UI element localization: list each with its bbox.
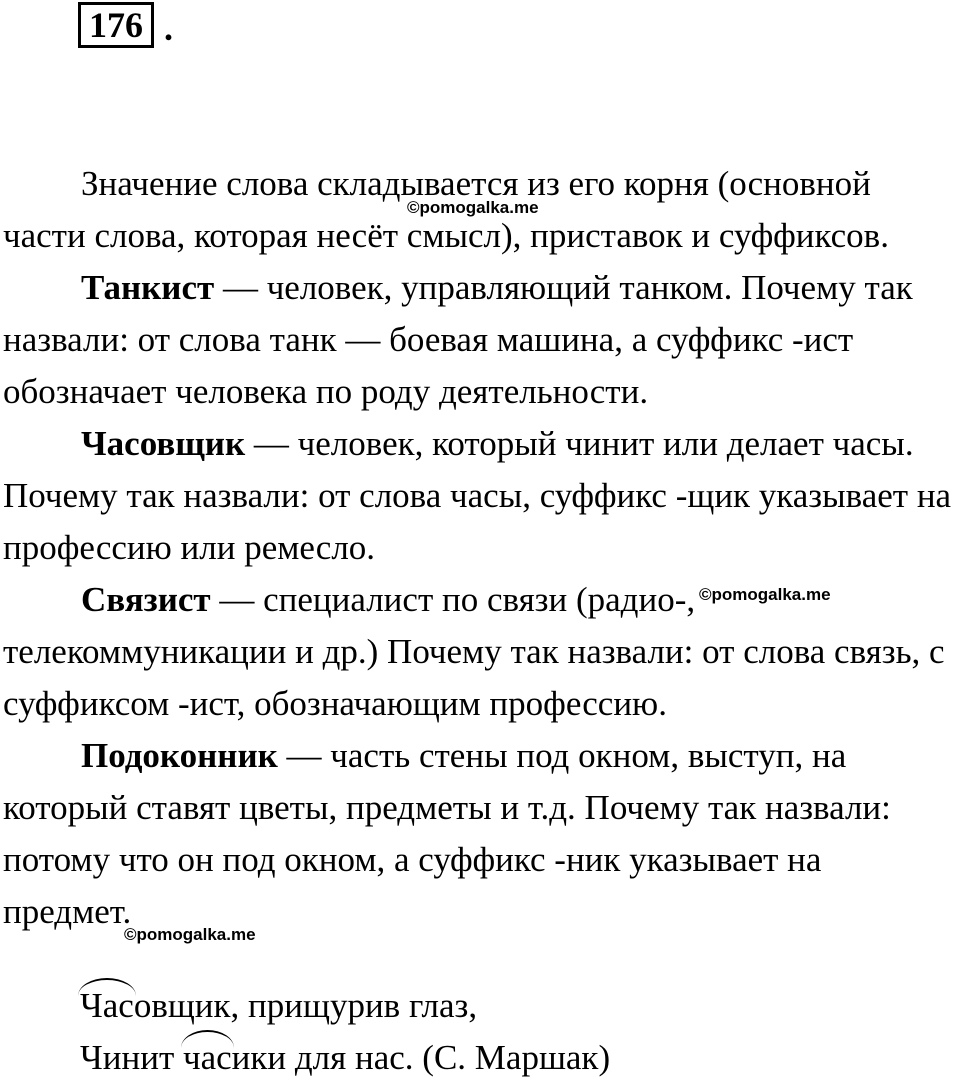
answer-text xyxy=(3,158,958,938)
poem-text: овщик, прищурив глаз, xyxy=(133,986,478,1025)
task-number: 176 xyxy=(89,5,143,45)
entry-definition: — человек, управляющий танком. Почему так назвали: от слова танк — боевая машина, а суффикс -ист обозначает человека по роду деятельности. xyxy=(3,268,913,411)
entry-term: Часовщик xyxy=(81,424,246,463)
root-arc-mark: час xyxy=(183,1032,232,1084)
root-arc-mark: Час xyxy=(80,980,134,1032)
entry-term: Подоконник xyxy=(81,736,278,775)
poem-quote xyxy=(80,980,610,1084)
task-number-box xyxy=(78,2,154,48)
intro-paragraph: Значение слова складывается из его корня (основной части слова, которая несёт смысл), приставок и суффиксов. xyxy=(3,164,889,255)
watermark: ©pomogalka.me xyxy=(699,585,831,604)
poem-text: Чинит xyxy=(80,1038,183,1077)
poem-line-2 xyxy=(80,1032,610,1084)
watermark: ©pomogalka.me xyxy=(407,198,539,217)
entry-definition: — специалист по связи (радио-, телекоммуникации и др.) Почему так назвали: от слова связь, с суффиксом -ист, обозначающим профессию. xyxy=(3,580,945,723)
entry-paragraph-chasovshchik xyxy=(3,418,958,574)
poem-text: ики для нас. (С. Маршак) xyxy=(231,1038,611,1077)
entry-definition: — часть стены под окном, выступ, на который ставят цветы, предметы и т.д. Почему так назвали: потому что он под окном, а суффикс -ник указывает на предмет. xyxy=(3,736,891,931)
entry-term: Связист xyxy=(81,580,211,619)
watermark: ©pomogalka.me xyxy=(124,925,256,944)
entry-paragraph-podokonnik xyxy=(3,730,958,938)
poem-line-1 xyxy=(80,980,610,1032)
task-number-dot: . xyxy=(164,8,173,48)
entry-paragraph-tankist xyxy=(3,262,958,418)
entry-definition: — человек, который чинит или делает часы. Почему так назвали: от слова часы, суффикс -щик указывает на профессию или ремесло. xyxy=(3,424,952,567)
entry-term: Танкист xyxy=(81,268,215,307)
